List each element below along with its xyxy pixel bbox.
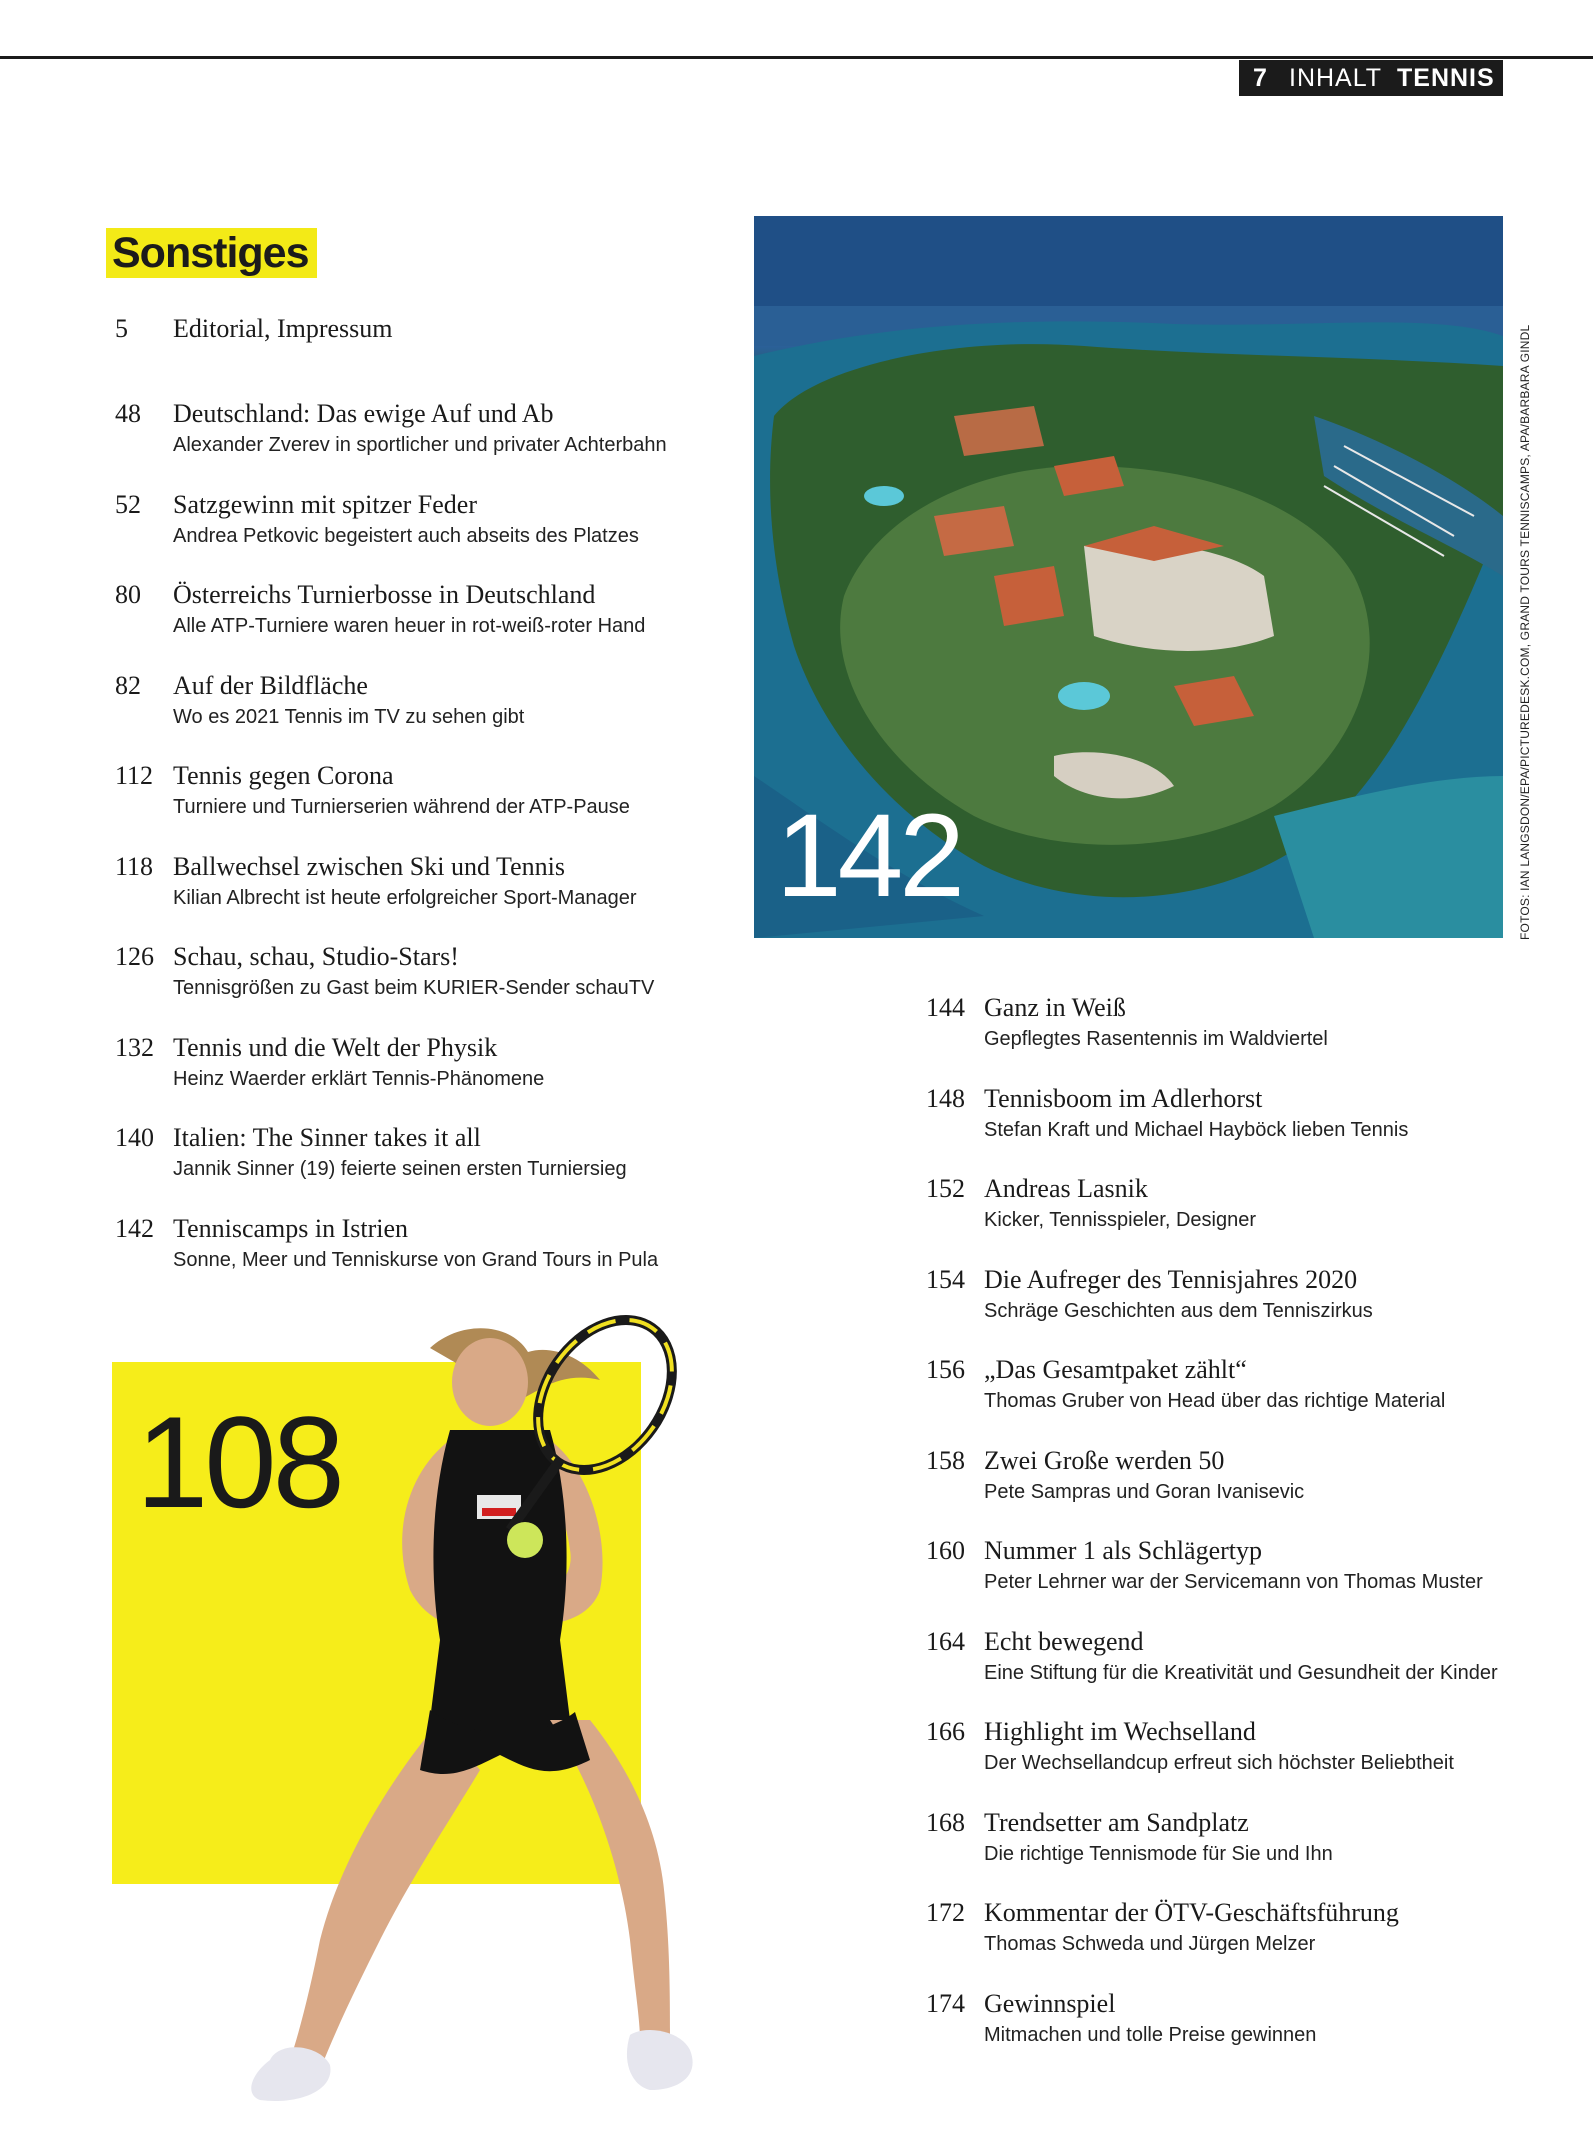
- toc-page-number: 140: [115, 1123, 154, 1152]
- section-title: Sonstiges: [106, 228, 317, 278]
- toc-page-number: 144: [926, 993, 965, 1022]
- toc-subtitle: Alexander Zverev in sportlicher und privater Achterbahn: [173, 434, 667, 456]
- toc-page-number: 80: [115, 580, 141, 609]
- toc-page-number: 168: [926, 1807, 965, 1837]
- toc-subtitle: Kilian Albrecht ist heute erfolgreicher Sport-Manager: [173, 886, 637, 909]
- toc-page-number: 160: [926, 1536, 965, 1565]
- toc-title: Deutschland: Das ewige Auf und Ab: [173, 399, 554, 428]
- toc-page-number: 132: [115, 1032, 154, 1062]
- toc-subtitle: Tennisgrößen zu Gast beim KURIER-Sender schauTV: [173, 977, 655, 999]
- toc-subtitle: Turniere und Turnierserien während der ATP-Pause: [173, 796, 630, 818]
- player-page-number: 108: [136, 1389, 341, 1535]
- toc-page-number: 5: [115, 314, 128, 343]
- toc-subtitle: Eine Stiftung für die Kreativität und Gesundheit der Kinder: [984, 1661, 1498, 1684]
- photo-credit: FOTOS: IAN LANGSDON/EPA/PICTUREDESK.COM, GRAND TOURS TENNISCAMPS, APA/BARBARA GINDL: [1518, 324, 1532, 940]
- toc-title: Die Aufreger des Tennisjahres 2020: [984, 1264, 1358, 1294]
- toc-subtitle: Mitmachen und tolle Preise gewinnen: [984, 2023, 1317, 2046]
- toc-title: Highlight im Wechselland: [984, 1717, 1256, 1746]
- toc-page-number: 126: [115, 942, 154, 971]
- toc-page-number: 164: [926, 1626, 965, 1656]
- toc-subtitle: Gepflegtes Rasentennis im Waldviertel: [984, 1028, 1328, 1050]
- toc-subtitle: Kicker, Tennisspieler, Designer: [984, 1209, 1256, 1231]
- aerial-photo: [754, 216, 1503, 938]
- magazine-label: TENNIS: [1397, 64, 1495, 92]
- toc-subtitle: Schräge Geschichten aus dem Tenniszirkus: [984, 1299, 1373, 1322]
- toc-title: Tennisboom im Adlerhorst: [984, 1083, 1263, 1113]
- toc-title: Österreichs Turnierbosse in Deutschland: [173, 580, 596, 609]
- toc-title: Echt bewegend: [984, 1626, 1144, 1656]
- toc-subtitle: Andrea Petkovic begeistert auch abseits des Platzes: [173, 524, 639, 547]
- toc-title: Kommentar der ÖTV-Geschäftsführung: [984, 1898, 1399, 1927]
- toc-title: Gewinnspiel: [984, 1988, 1116, 2018]
- section-label: INHALT: [1289, 64, 1383, 92]
- toc-title: Andreas Lasnik: [984, 1174, 1148, 1203]
- toc-page-number: 152: [926, 1174, 965, 1203]
- toc-title: Auf der Bildfläche: [173, 670, 368, 700]
- toc-subtitle: Die richtige Tennismode für Sie und Ihn: [984, 1842, 1333, 1865]
- toc-subtitle: Wo es 2021 Tennis im TV zu sehen gibt: [173, 705, 525, 728]
- toc-title: Nummer 1 als Schlägertyp: [984, 1536, 1262, 1565]
- toc-page-number: 156: [926, 1355, 965, 1384]
- toc-subtitle: Heinz Waerder erklärt Tennis-Phänomene: [173, 1067, 545, 1090]
- toc-title: Ballwechsel zwischen Ski und Tennis: [173, 851, 565, 881]
- toc-page-number: 148: [926, 1083, 965, 1113]
- tennis-player-photo: [190, 1300, 910, 2110]
- toc-page-number: 158: [926, 1445, 965, 1475]
- toc-title: Editorial, Impressum: [173, 314, 393, 343]
- toc-title: Zwei Große werden 50: [984, 1445, 1225, 1475]
- toc-page-number: 112: [115, 761, 154, 790]
- toc-title: Ganz in Weiß: [984, 993, 1126, 1022]
- toc-subtitle: Peter Lehrner war der Servicemann von Thomas Muster: [984, 1571, 1483, 1593]
- toc-title: „Das Gesamtpaket zählt“: [984, 1355, 1247, 1384]
- toc-page-number: 52: [115, 489, 141, 519]
- toc-subtitle: Sonne, Meer und Tenniskurse von Grand Tours in Pula: [173, 1248, 659, 1271]
- toc-page-number: 154: [926, 1264, 965, 1294]
- toc-title: Tennis gegen Corona: [173, 761, 394, 790]
- toc-subtitle: Thomas Gruber von Head über das richtige Material: [984, 1390, 1446, 1412]
- toc-title: Satzgewinn mit spitzer Feder: [173, 489, 477, 519]
- toc-page-number: 48: [115, 399, 141, 428]
- toc-subtitle: Alle ATP-Turniere waren heuer in rot-weiß-roter Hand: [173, 615, 646, 637]
- toc-title: Trendsetter am Sandplatz: [984, 1807, 1249, 1837]
- photo-page-number: 142: [776, 790, 961, 922]
- top-rule: [0, 56, 1593, 59]
- toc-subtitle: Jannik Sinner (19) feierte seinen ersten Turniersieg: [173, 1158, 627, 1180]
- toc-subtitle: Thomas Schweda und Jürgen Melzer: [984, 1933, 1316, 1955]
- toc-title: Italien: The Sinner takes it all: [173, 1123, 481, 1152]
- toc-page-number: 118: [115, 851, 154, 881]
- toc-page-number: 172: [926, 1898, 965, 1927]
- toc-subtitle: Der Wechsellandcup erfreut sich höchster Beliebtheit: [984, 1752, 1454, 1774]
- toc-title: Schau, schau, Studio-Stars!: [173, 942, 459, 971]
- toc-subtitle: Stefan Kraft und Michael Hayböck lieben Tennis: [984, 1118, 1409, 1141]
- toc-page-number: 142: [115, 1213, 154, 1243]
- toc-title: Tenniscamps in Istrien: [173, 1213, 409, 1243]
- toc-title: Tennis und die Welt der Physik: [173, 1032, 498, 1062]
- toc-page-number: 174: [926, 1988, 965, 2018]
- toc-page-number: 166: [926, 1717, 965, 1746]
- page-header: [1239, 60, 1503, 96]
- toc-subtitle: Pete Sampras und Goran Ivanisevic: [984, 1480, 1305, 1503]
- page-number: 7: [1253, 64, 1267, 92]
- toc-page-number: 82: [115, 670, 141, 700]
